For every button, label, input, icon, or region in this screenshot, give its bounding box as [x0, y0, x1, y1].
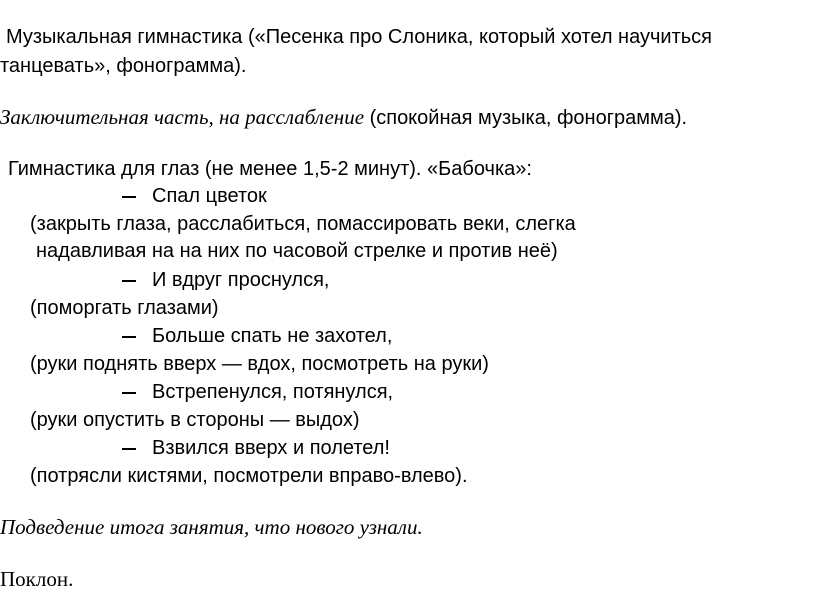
action-line: (потрясли кистями, посмотрели вправо-влево).: [30, 465, 468, 487]
music-gymnastics-line-2: танцевать», фонограмма).: [0, 55, 247, 77]
dash-bullet: [122, 196, 136, 198]
summary-line: Подведение итога занятия, что нового узнали.: [0, 515, 423, 539]
bow-line: Поклон.: [0, 567, 74, 591]
dash-bullet: [122, 448, 136, 450]
dash-bullet: [122, 392, 136, 394]
action-line: надавливая на на них по часовой стрелке и против неё): [36, 240, 558, 262]
verse-line: Встрепенулся, потянулся,: [152, 381, 394, 403]
action-line: (руки опустить в стороны — выдох): [30, 409, 360, 431]
verse-line: Взвился вверх и полетел!: [152, 437, 390, 459]
verse-line: И вдруг проснулся,: [152, 269, 330, 291]
action-line: (поморгать глазами): [30, 297, 219, 319]
final-part-description: (спокойная музыка, фонограмма).: [364, 107, 688, 129]
verse-line: Спал цветок: [152, 185, 267, 207]
verse-line: Больше спать не захотел,: [152, 325, 393, 347]
music-gymnastics-line-1: Музыкальная гимнастика («Песенка про Слоника, который хотел научиться: [6, 26, 712, 48]
eye-gymnastics-title: Гимнастика для глаз (не менее 1,5-2 минут). «Бабочка»:: [8, 158, 532, 180]
final-part-paragraph: [0, 104, 687, 131]
dash-bullet: [122, 336, 136, 338]
action-line: (закрыть глаза, расслабиться, помассировать веки, слегка: [30, 213, 576, 235]
final-part-heading: Заключительная часть, на расслабление: [0, 105, 365, 129]
action-line: (руки поднять вверх — вдох, посмотреть на руки): [30, 353, 489, 375]
dash-bullet: [122, 280, 136, 282]
